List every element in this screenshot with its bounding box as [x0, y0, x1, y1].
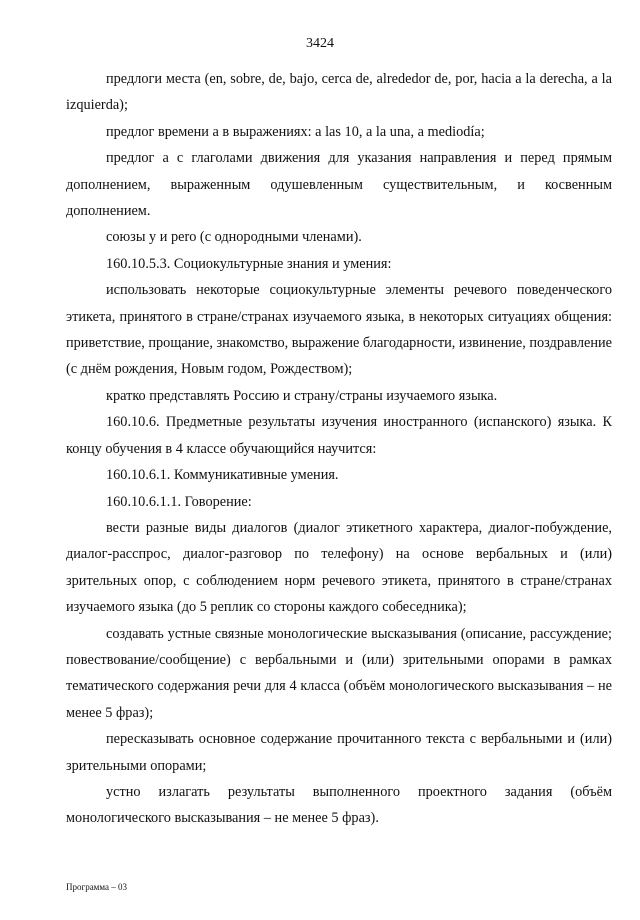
paragraph-etiquette: использовать некоторые социокультурные элементы речевого поведенческого этикета, принятого в стране/странах изучаемого языка, в некоторых ситуациях общения: приветствие, прощание, знакомство, выражение благодарности, извинение, поздравление (с днём рождения, Новым годом, Рождеством);	[66, 282, 613, 378]
section-heading-subject-results: 160.10.6. Предметные результаты изучения иностранного (испанского) языка. К концу обучения в 4 классе обучающийся научится:	[66, 414, 612, 457]
paragraph-present-russia: кратко представлять Россию и страну/страны изучаемого языка.	[106, 387, 498, 404]
footer-label: Программа – 03	[66, 882, 128, 892]
paragraph-preposition-motion: предлог а с глаголами движения для указания направления и перед прямым дополнением, выраженным одушевленным существительным, и косвенным дополнением.	[66, 150, 612, 220]
document-body	[66, 66, 612, 832]
paragraph-monologues: создавать устные связные монологические высказывания (описание, рассуждение; повествование/сообщение) с вербальными и (или) зрительными опорами в рамках тематического содержания речи для 4 класса (объём монологического высказывания – не менее 5 фраз);	[66, 625, 612, 721]
paragraph-retelling: пересказывать основное содержание прочитанного текста с вербальными и (или) зрительными опорами;	[66, 731, 612, 774]
paragraph-preposition-time: предлог времени а в выражениях: a las 10, a la una, a mediodía;	[106, 123, 485, 140]
paragraph-dialogues: вести разные виды диалогов (диалог этикетного характера, диалог-побуждение, диалог-расспрос, диалог-разговор по телефону) на основе вербальных и (или) зрительных опор, с соблюдением норм речевого этикета, принятого в стране/странах изучаемого языка (до 5 реплик со стороны каждого собеседника);	[66, 519, 612, 616]
page-number: 3424	[306, 36, 334, 51]
paragraph-prepositions-place: предлоги места (en, sobre, de, bajo, cerca de, alrededor de, por, hacia a la derecha, a la izquierda);	[66, 71, 612, 114]
paragraph-conjunctions: союзы y и pero (с однородными членами).	[106, 229, 362, 246]
section-heading-speaking: 160.10.6.1.1. Говорение:	[106, 493, 252, 510]
section-heading-sociocultural: 160.10.5.3. Социокультурные знания и умения:	[106, 255, 392, 272]
section-heading-communicative: 160.10.6.1. Коммуникативные умения.	[106, 467, 339, 484]
paragraph-project-results: устно излагать результаты выполненного проектного задания (объём монологического высказывания – не менее 5 фраз).	[66, 783, 612, 827]
